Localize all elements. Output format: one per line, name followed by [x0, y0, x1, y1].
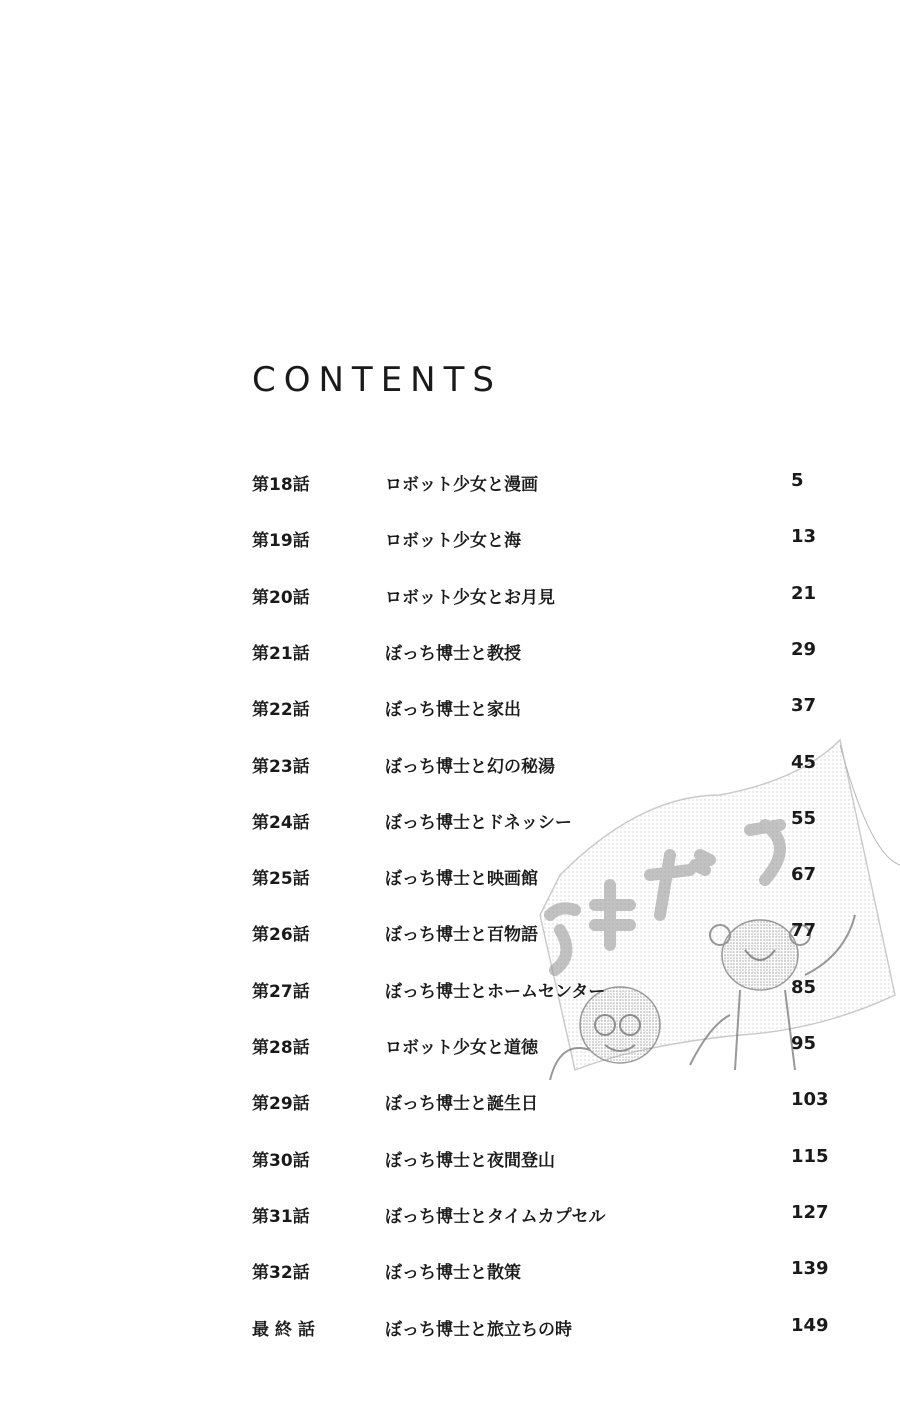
chapter-title: ぼっち博士と家出	[385, 700, 521, 721]
chapter-title: ぼっち博士と夜間登山	[385, 1150, 555, 1171]
chapter-number: 第28話	[252, 1038, 310, 1058]
chapter-page-number: 55	[791, 807, 817, 829]
chapter-number: 最 終 話	[252, 1319, 315, 1340]
page-title: CONTENTS	[252, 360, 502, 400]
toc-entry	[0, 864, 900, 904]
toc-entry	[0, 470, 900, 510]
chapter-page-number: 37	[791, 695, 817, 717]
chapter-page-number: 45	[791, 751, 817, 773]
chapter-page-number: 139	[791, 1258, 829, 1280]
toc-entry	[0, 1146, 900, 1186]
toc-entry	[0, 695, 900, 735]
chapter-page-number: 13	[791, 526, 817, 548]
chapter-page-number: 67	[791, 864, 817, 886]
chapter-page-number: 77	[791, 920, 817, 942]
chapter-title: ぼっち博士と教授	[385, 643, 521, 664]
chapter-number: 第25話	[252, 869, 310, 890]
chapter-title: ぼっち博士と散策	[385, 1263, 521, 1284]
toc-entry	[0, 977, 900, 1017]
chapter-number: 第27話	[252, 981, 310, 1002]
chapter-number: 第23話	[252, 756, 310, 777]
toc-entry	[0, 639, 900, 679]
chapter-number: 第24話	[252, 812, 310, 833]
chapter-title: ぼっち博士と映画館	[385, 869, 538, 890]
toc-entry	[0, 1033, 900, 1073]
toc-entry	[0, 583, 900, 623]
chapter-number: 第19話	[252, 531, 310, 552]
chapter-title: ぼっち博士とタイムカプセル	[385, 1206, 606, 1227]
toc-entry	[0, 1202, 900, 1242]
toc-entry	[0, 526, 900, 566]
toc-entry	[0, 920, 900, 960]
chapter-title: ぼっち博士と百物語	[385, 925, 538, 946]
chapter-number: 第31話	[252, 1206, 310, 1227]
chapter-title: ロボット少女と海	[385, 531, 521, 552]
toc-entry	[0, 1315, 900, 1355]
chapter-number: 第22話	[252, 700, 310, 721]
chapter-page-number: 85	[791, 976, 817, 998]
chapter-page-number: 95	[791, 1033, 817, 1054]
chapter-title: ロボット少女とお月見	[385, 587, 555, 608]
chapter-page-number: 21	[791, 582, 817, 604]
chapter-title: ロボット少女と道徳	[385, 1038, 538, 1058]
chapter-page-number: 149	[791, 1314, 829, 1336]
chapter-number: 第26話	[252, 925, 310, 946]
toc-entry	[0, 808, 900, 848]
chapter-number: 第29話	[252, 1094, 310, 1115]
chapter-title: ぼっち博士とホームセンター	[385, 981, 606, 1002]
chapter-title: ロボット少女と漫画	[385, 475, 538, 495]
chapter-title: ぼっち博士と誕生日	[385, 1094, 538, 1115]
chapter-title: ぼっち博士と幻の秘湯	[385, 756, 555, 777]
chapter-number: 第21話	[252, 643, 310, 664]
chapter-page-number: 5	[791, 470, 804, 491]
toc-entry	[0, 1258, 900, 1298]
chapter-page-number: 115	[791, 1145, 829, 1167]
chapter-page-number: 103	[791, 1089, 829, 1111]
chapter-number: 第32話	[252, 1263, 310, 1284]
chapter-title: ぼっち博士と旅立ちの時	[385, 1319, 572, 1340]
chapter-title: ぼっち博士とドネッシー	[385, 812, 572, 833]
chapter-number: 第18話	[252, 475, 310, 495]
chapter-page-number: 29	[791, 638, 817, 660]
toc-entry	[0, 1089, 900, 1129]
chapter-page-number: 127	[791, 1201, 829, 1223]
chapter-number: 第30話	[252, 1150, 310, 1171]
chapter-number: 第20話	[252, 587, 310, 608]
toc-entry	[0, 752, 900, 792]
